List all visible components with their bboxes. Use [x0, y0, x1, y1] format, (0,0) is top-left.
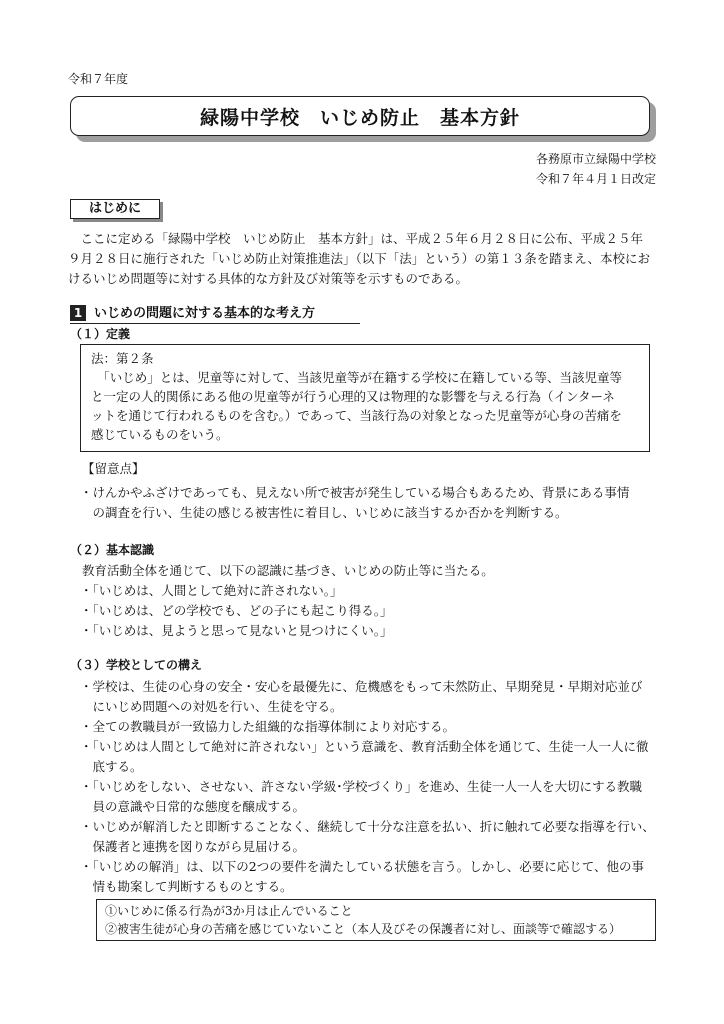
section-1-heading — [70, 305, 360, 324]
note-line: の調査を行い、生徒の感じる被害性に着目し、いじめに該当するか否かを判断する。 — [80, 505, 568, 520]
stance-line: ・学校は、生徒の心身の安全・安心を最優先に、危機感をもって未然防止、早期発見・早期対応並び — [80, 679, 643, 694]
stance-line: ・いじめが解消したと即断することなく、継続して十分な注意を払い、折に触れて必要な指導を行い、 — [80, 819, 655, 834]
law-article-label: 法：第２条 — [91, 351, 154, 366]
intro-heading: はじめに — [70, 199, 160, 219]
stance-line: 情も勘案して判断するものとする。 — [80, 879, 293, 894]
resolution-conditions-box — [96, 899, 656, 941]
law-text-line: 感じているものをいう。 — [91, 427, 229, 442]
section-1-title: いじめの問題に対する基本的な考え方 — [94, 306, 316, 321]
intro-line: ９月２８日に施行された「いじめ防止対策推進法」（以下「法」という）の第１３条を踏まえ、本校にお — [68, 251, 651, 266]
basic-line: ・「いじめは、どの学校でも、どの子にも起こり得る。」 — [80, 603, 393, 618]
stance-line: ・全ての教職員が一致協力した組織的な指導体制により対応する。 — [80, 719, 456, 734]
law-text-line: 「いじめ」とは、児童等に対して、当該児童等が在籍する学校に在籍している等、当該児童等 — [91, 370, 623, 385]
stance-line: 底する。 — [80, 759, 143, 774]
page-title: 緑陽中学校 いじめ防止 基本方針 — [70, 96, 650, 136]
note-line: ・けんかやふざけであっても、見えない所で被害が発生している場合もあるため、背景にある事情 — [80, 485, 630, 500]
section-number-badge: 1 — [70, 305, 86, 321]
fiscal-year-label: 令和７年度 — [68, 72, 129, 86]
title-banner — [70, 96, 650, 142]
notes-label: 【留意点】 — [82, 461, 145, 476]
basic-line: 教育活動全体を通じて、以下の認識に基づき、いじめの防止等に当たる。 — [82, 563, 494, 578]
condition-item: ②被害生徒が心身の苦痛を感じていないこと（本人及びその保護者に対し、面談等で確認する） — [105, 922, 622, 936]
stance-line: 員の意識や日常的な態度を醸成する。 — [80, 799, 306, 814]
revision-date: 令和７年４月１日改定 — [535, 172, 656, 186]
stance-line: 保護者と連携を図りながら見届ける。 — [80, 839, 306, 854]
intro-line: けるいじめ問題等に対する具体的な方針及び対策等を示すものである。 — [68, 271, 469, 286]
law-text-line: ットを通じて行われるものを含む。）であって、当該行為の対象となった児童等が心身の苦痛を — [91, 408, 622, 423]
law-text-line: と一定の人的関係にある他の児童等が行う心理的又は物理的な影響を与える行為（インターネ — [91, 389, 615, 404]
basic-line: ・「いじめは、人間として絶対に許されない。」 — [80, 583, 343, 598]
stance-line: ・「いじめをしない、させない、許さない学級･学校づくり」を進め、生徒一人一人を大切にする教職 — [80, 779, 643, 794]
definition-heading: （１）定義 — [70, 327, 131, 341]
law-quote-box — [80, 344, 650, 452]
stance-line: にいじめ問題への対処を行い、生徒を守る。 — [80, 699, 343, 714]
issuer-name: 各務原市立緑陽中学校 — [535, 152, 656, 166]
school-stance-heading: （３）学校としての構え — [70, 658, 203, 672]
condition-item: ①いじめに係る行為が3か月は止んでいること — [105, 904, 353, 918]
stance-line: ・「いじめは人間として絶対に許されない」という意識を、教育活動全体を通じて、生徒一人一人に徹 — [80, 739, 649, 754]
intro-line: ここに定める「緑陽中学校 いじめ防止 基本方針」は、平成２５年６月２８日に公布、平成２５年 — [68, 231, 644, 246]
stance-line: ・「いじめの解消」は、以下の2つの要件を満たしている状態を言う。しかし、必要に応じて、他の事 — [80, 859, 644, 874]
basic-recognition-heading: （２）基本認識 — [70, 543, 155, 557]
basic-line: ・「いじめは、見ようと思って見ないと見つけにくい。」 — [80, 623, 393, 638]
